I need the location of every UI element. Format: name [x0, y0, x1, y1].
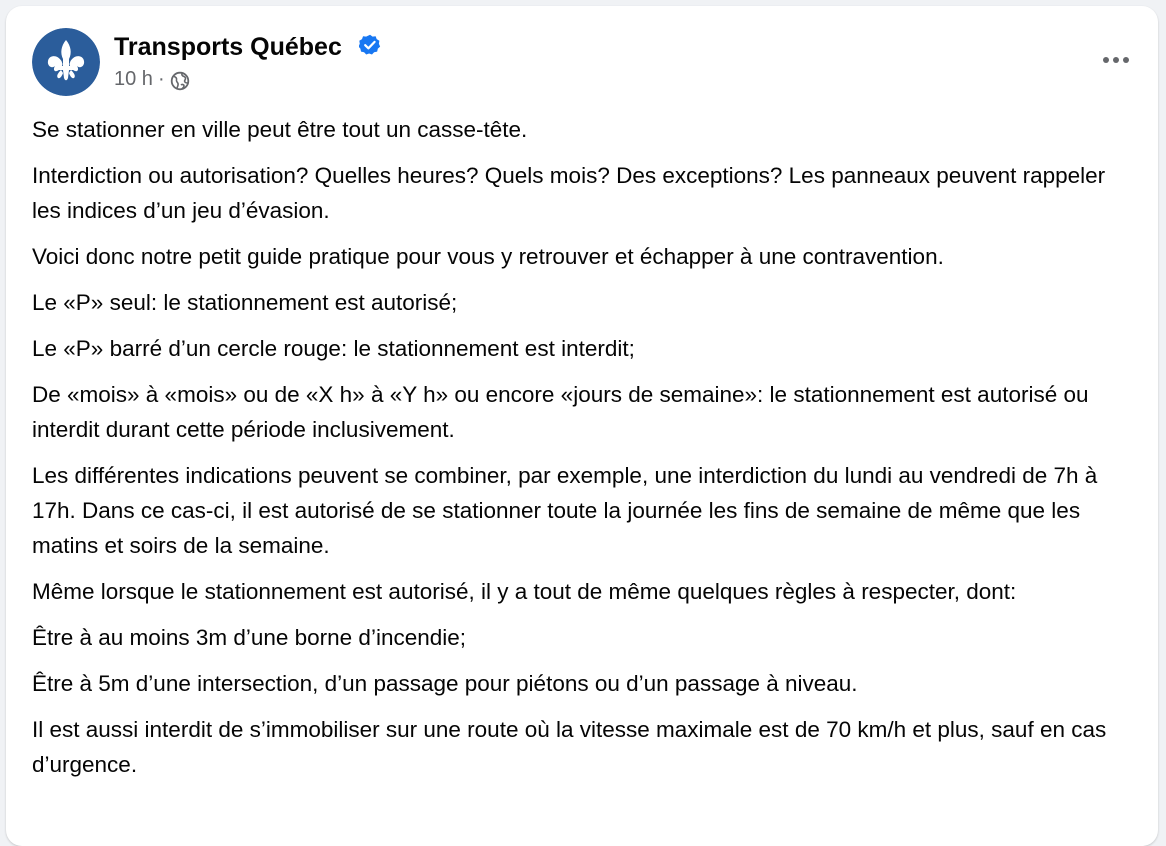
post-paragraph: Le «P» seul: le stationnement est autorisé; — [32, 290, 458, 315]
meta-separator: · — [157, 68, 165, 90]
post-paragraph: Le «P» barré d’un cercle rouge: le stationnement est interdit; — [32, 336, 635, 361]
post-paragraph: Être à au moins 3m d’une borne d’incendie; — [32, 625, 467, 650]
more-horizontal-icon-dot — [1113, 57, 1119, 63]
verified-badge-icon — [359, 34, 381, 56]
post-paragraph: Voici donc notre petit guide pratique pour vous y retrouver et échapper à une contravention. — [32, 244, 944, 269]
post-paragraph: Être à 5m d’une intersection, d’un passage pour piétons ou d’un passage à niveau. — [32, 671, 858, 696]
post-paragraph: Se stationner en ville peut être tout un casse-tête. — [32, 117, 528, 142]
post-paragraph: Interdiction ou autorisation? Quelles heures? Quels mois? Des exceptions? Les panneaux peuvent rappeler les indices d’un jeu d’évasion. — [32, 163, 1106, 223]
post-meta — [114, 68, 190, 91]
post-timestamp[interactable]: 10 h — [114, 68, 153, 90]
post-card — [6, 6, 1158, 846]
post-paragraph: Les différentes indications peuvent se combiner, par exemple, une interdiction du lundi au vendredi de 7h à 17h. Dans ce cas-ci, il est autorisé de se stationner toute la journée les fins de semaine de même que les matins et soirs de la semaine. — [32, 463, 1098, 558]
globe-icon — [170, 71, 190, 91]
more-horizontal-icon-dot — [1103, 57, 1109, 63]
post-paragraph: Même lorsque le stationnement est autorisé, il y a tout de même quelques règles à respecter, dont: — [32, 579, 1017, 604]
more-options-button[interactable] — [1096, 46, 1136, 74]
post-text — [32, 112, 1137, 793]
post-paragraph: De «mois» à «mois» ou de «X h» à «Y h» ou encore «jours de semaine»: le stationnement est autorisé ou interdit durant cette période inclusivement. — [32, 382, 1089, 442]
more-horizontal-icon-dot — [1123, 57, 1129, 63]
post-header — [6, 6, 1158, 106]
page-avatar[interactable] — [32, 28, 100, 96]
fleur-de-lis-icon — [32, 28, 100, 96]
author-name[interactable]: Transports Québec — [114, 33, 342, 61]
post-paragraph: Il est aussi interdit de s’immobiliser sur une route où la vitesse maximale est de 70 km/h et plus, sauf en cas d’urgence. — [32, 717, 1107, 777]
